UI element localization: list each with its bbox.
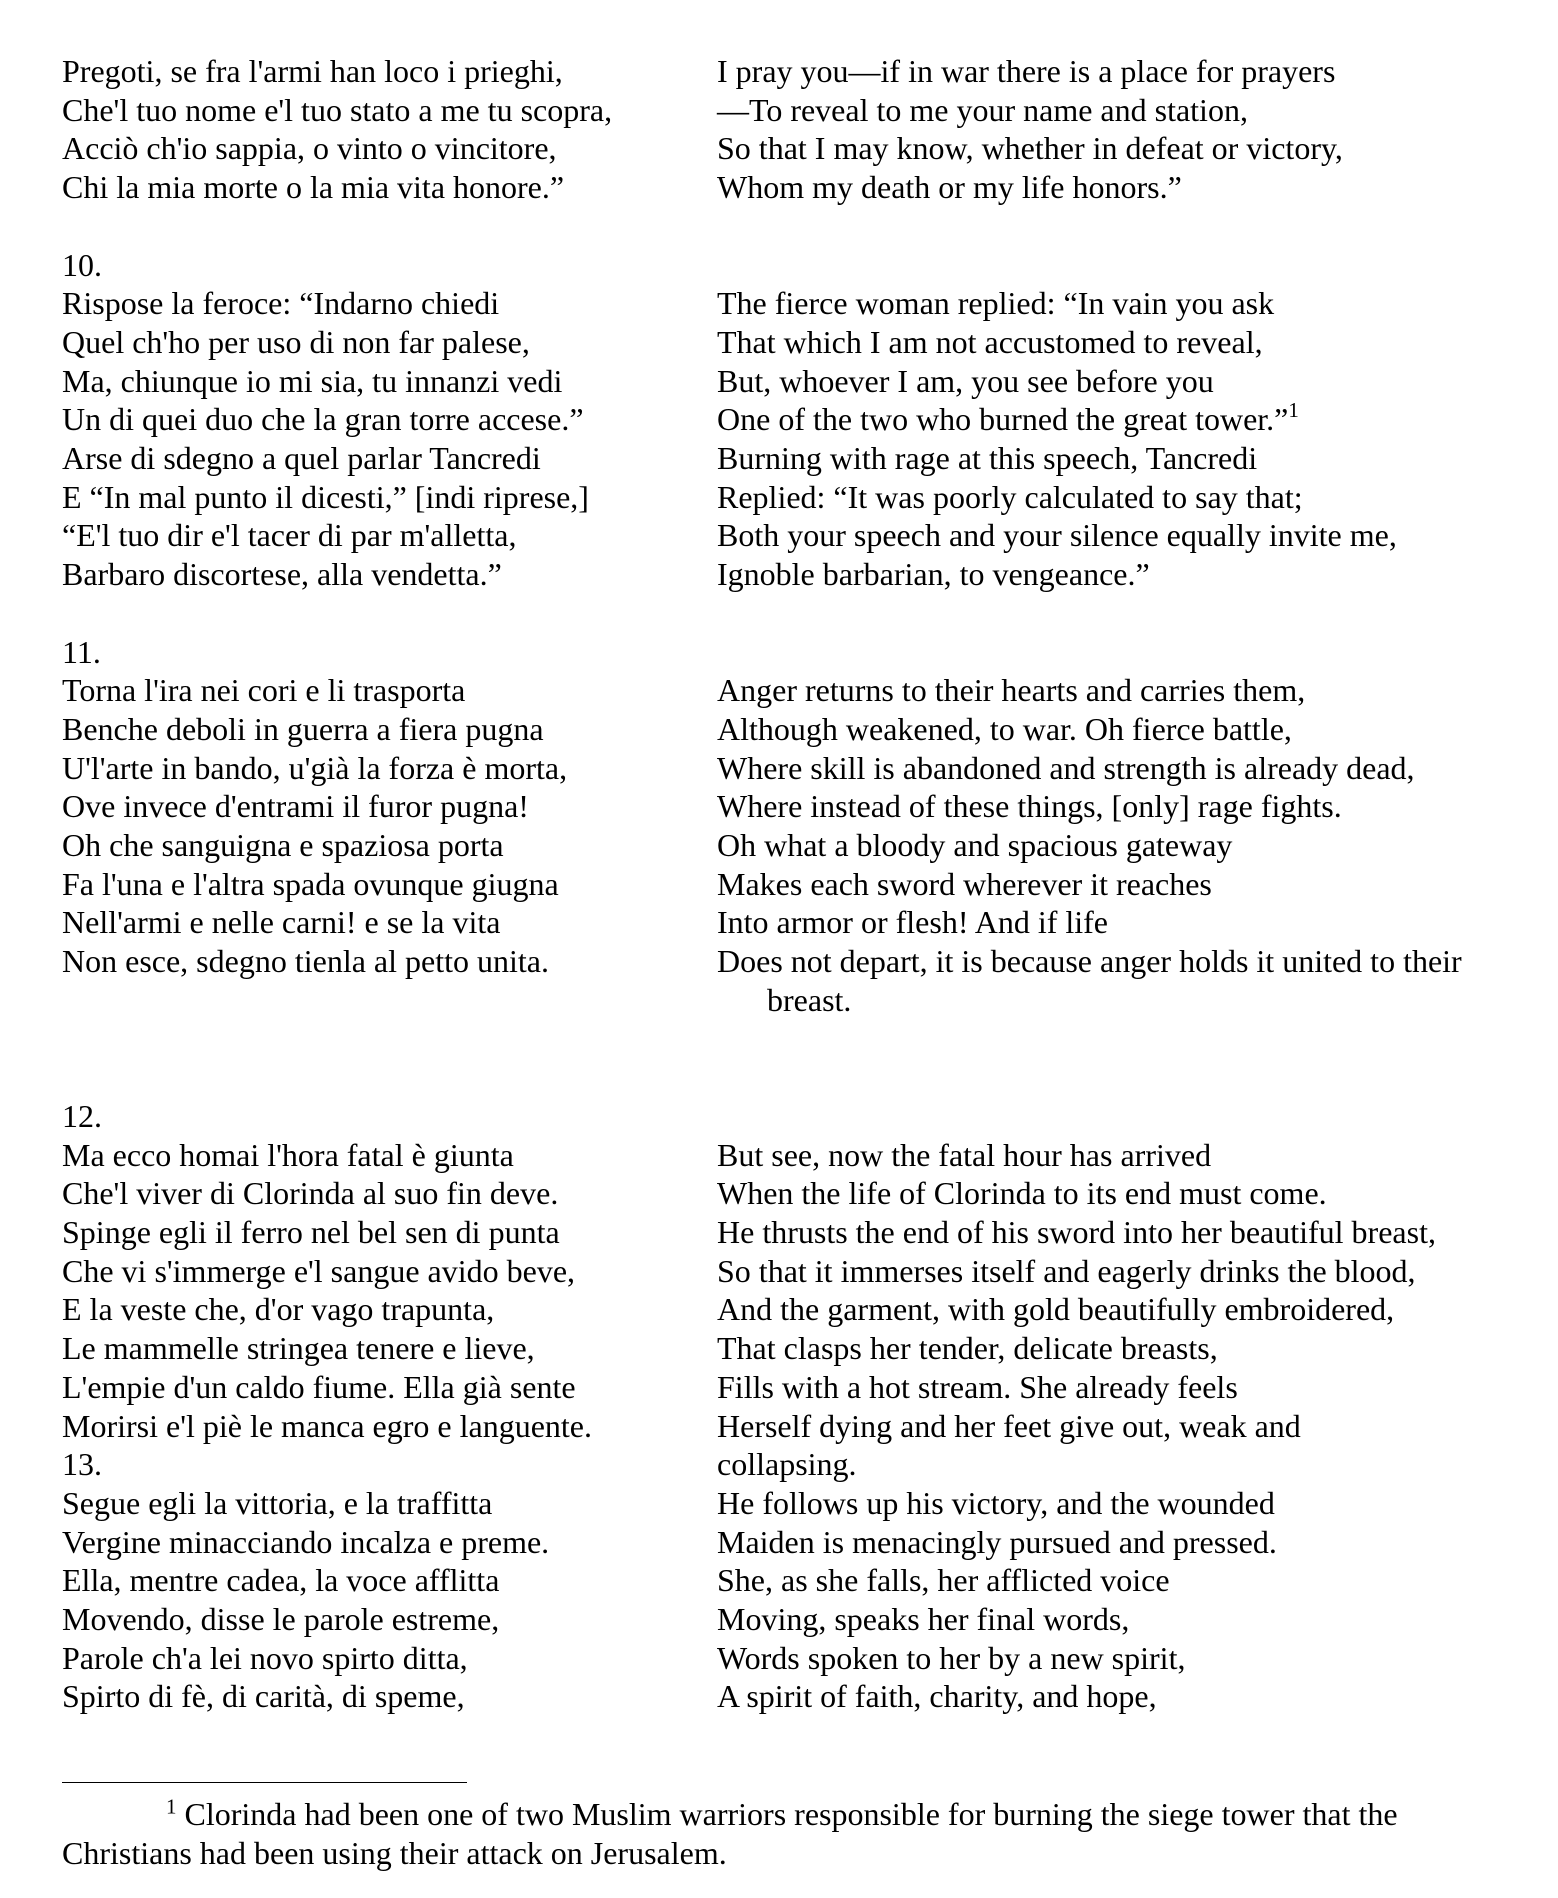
italian-line: Parole ch'a lei novo spirto ditta, [62, 1639, 468, 1676]
stanza-9-continued [62, 52, 1512, 207]
italian-column [62, 52, 717, 207]
italian-line: Ma ecco homai l'hora fatal è giunta [62, 1136, 514, 1173]
italian-line: Movendo, disse le parole estreme, [62, 1601, 500, 1638]
english-line: Although weakened, to war. Oh fierce battle, [717, 710, 1292, 747]
english-line: And the garment, with gold beautifully embroidered, [717, 1291, 1395, 1328]
stanza-10 [62, 284, 1512, 594]
english-line: Where instead of these things, [only] rage fights. [717, 788, 1342, 825]
poem-page [62, 52, 1512, 1716]
english-column [717, 1484, 1512, 1716]
stanza-number: 12. [62, 1097, 102, 1134]
english-line: So that it immerses itself and eagerly drinks the blood, [717, 1252, 1416, 1289]
italian-line: Barbaro discortese, alla vendetta.” [62, 556, 502, 593]
italian-line: Chi la mia morte o la mia vita honore.” [62, 169, 565, 206]
italian-column [62, 1484, 717, 1716]
english-line: Whom my death or my life honors.” [717, 169, 1182, 206]
italian-line: Segue egli la vittoria, e la traffitta [62, 1484, 493, 1521]
italian-line: Spirto di fè, di carità, di speme, [62, 1678, 465, 1715]
english-line: The fierce woman replied: “In vain you ask [717, 285, 1275, 322]
english-line: Maiden is menacingly pursued and pressed. [717, 1523, 1277, 1560]
english-line: She, as she falls, her afflicted voice [717, 1562, 1170, 1599]
footnote-line: Christians had been using their attack on Jerusalem. [62, 1834, 727, 1871]
stanza-11 [62, 671, 1512, 1019]
english-line: That clasps her tender, delicate breasts, [717, 1330, 1218, 1367]
stanza-13 [62, 1484, 1512, 1716]
italian-line: Le mammelle stringea tenere e lieve, [62, 1330, 535, 1367]
italian-line: Rispose la feroce: “Indarno chiedi [62, 285, 500, 322]
italian-column [62, 1136, 717, 1484]
english-line: That which I am not accustomed to reveal, [717, 323, 1263, 360]
italian-line: U'l'arte in bando, u'già la forza è morta, [62, 749, 568, 786]
english-line: He follows up his victory, and the wounded [717, 1484, 1275, 1521]
italian-line: Fa l'una e l'altra spada ovunque giugna [62, 865, 559, 902]
italian-line: Spinge egli il ferro nel bel sen di punta [62, 1214, 560, 1250]
english-line: Both your speech and your silence equally invite me, [717, 517, 1397, 554]
italian-column [62, 671, 717, 1019]
stanza-number: 10. [62, 246, 102, 283]
english-line: Makes each sword wherever it reaches [717, 865, 1212, 902]
italian-line: Ma, chiunque io mi sia, tu innanzi vedi [62, 362, 563, 399]
italian-line: Ove invece d'entrami il furor pugna! [62, 788, 529, 825]
stanza-12 [62, 1136, 1512, 1484]
english-line: But see, now the fatal hour has arrived [717, 1136, 1212, 1173]
english-line: He thrusts the end of his sword into her beautiful breast, [717, 1214, 1436, 1250]
footnote-marker: 1 [166, 1794, 177, 1819]
italian-line: “E'l tuo dir e'l tacer di par m'alletta, [62, 517, 517, 554]
italian-line: Oh che sanguigna e spaziosa porta [62, 827, 504, 863]
footnote-separator [62, 1782, 467, 1783]
italian-line: Che'l viver di Clorinda al suo fin deve. [62, 1175, 559, 1212]
english-line: Anger returns to their hearts and carries them, [717, 672, 1306, 709]
italian-line: Che'l tuo nome e'l tuo stato a me tu scopra, [62, 91, 613, 128]
italian-line: Benche deboli in guerra a fiera pugna [62, 710, 544, 747]
english-line: Burning with rage at this speech, Tancredi [717, 440, 1258, 476]
footnote [62, 1795, 1512, 1872]
italian-line: L'empie d'un caldo fiume. Ella già sente [62, 1368, 576, 1405]
italian-line: E “In mal punto il dicesti,” [indi riprese,] [62, 478, 589, 515]
english-line: When the life of Clorinda to its end must come. [717, 1175, 1327, 1212]
english-line: I pray you—if in war there is a place for prayers [717, 53, 1336, 89]
italian-line: E la veste che, d'or vago trapunta, [62, 1291, 495, 1328]
english-line: Oh what a bloody and spacious gateway [717, 827, 1233, 863]
english-column [717, 1136, 1512, 1484]
english-line: collapsing. [717, 1446, 857, 1483]
english-column [717, 52, 1512, 207]
english-line: Ignoble barbarian, to vengeance.” [717, 556, 1150, 593]
footnote-reference[interactable]: 1 [1288, 397, 1299, 422]
italian-line: Arse di sdegno a quel parlar Tancredi [62, 440, 541, 476]
italian-line: Pregoti, se fra l'armi han loco i prieghi, [62, 53, 563, 89]
english-line: So that I may know, whether in defeat or victory, [717, 130, 1343, 167]
stanza-number: 11. [62, 633, 101, 670]
english-line: Moving, speaks her final words, [717, 1601, 1130, 1638]
english-line: Herself dying and her feet give out, weak and [717, 1407, 1301, 1444]
english-line: A spirit of faith, charity, and hope, [717, 1678, 1157, 1715]
english-line: Fills with a hot stream. She already feels [717, 1368, 1238, 1405]
english-line: Into armor or flesh! And if life [717, 904, 1108, 941]
italian-line: Che vi s'immerge e'l sangue avido beve, [62, 1252, 576, 1289]
english-line: Words spoken to her by a new spirit, [717, 1639, 1186, 1676]
italian-line: Non esce, sdegno tienla al petto unita. [62, 943, 549, 980]
italian-line: Morirsi e'l piè le manca egro e languente. [62, 1407, 592, 1444]
english-line: But, whoever I am, you see before you [717, 362, 1214, 399]
english-line: Replied: “It was poorly calculated to say that; [717, 478, 1303, 515]
italian-line: Ella, mentre cadea, la voce afflitta [62, 1562, 500, 1599]
italian-line: Quel ch'ho per uso di non far palese, [62, 323, 530, 360]
footnote-line [62, 1795, 1512, 1834]
english-line [717, 397, 1512, 439]
english-line-text: One of the two who burned the great tower.” [717, 401, 1289, 438]
english-line: —To reveal to me your name and station, [717, 91, 1248, 128]
english-line: Does not depart, it is because anger holds it united to their breast. [717, 943, 1462, 1018]
footnote-text: Clorinda had been one of two Muslim warriors responsible for burning the siege tower that the [184, 1796, 1398, 1832]
italian-line: Acciò ch'io sappia, o vinto o vincitore, [62, 130, 557, 167]
italian-line: Nell'armi e nelle carni! e se la vita [62, 904, 501, 941]
english-column [717, 671, 1512, 1019]
english-line: Where skill is abandoned and strength is already dead, [717, 749, 1415, 786]
italian-line: Vergine minacciando incalza e preme. [62, 1523, 550, 1560]
italian-column [62, 284, 717, 594]
italian-line: Torna l'ira nei cori e li trasporta [62, 672, 466, 709]
italian-line: Un di quei duo che la gran torre accese.” [62, 401, 584, 438]
english-column [717, 284, 1512, 594]
stanza-number: 13. [62, 1446, 102, 1483]
